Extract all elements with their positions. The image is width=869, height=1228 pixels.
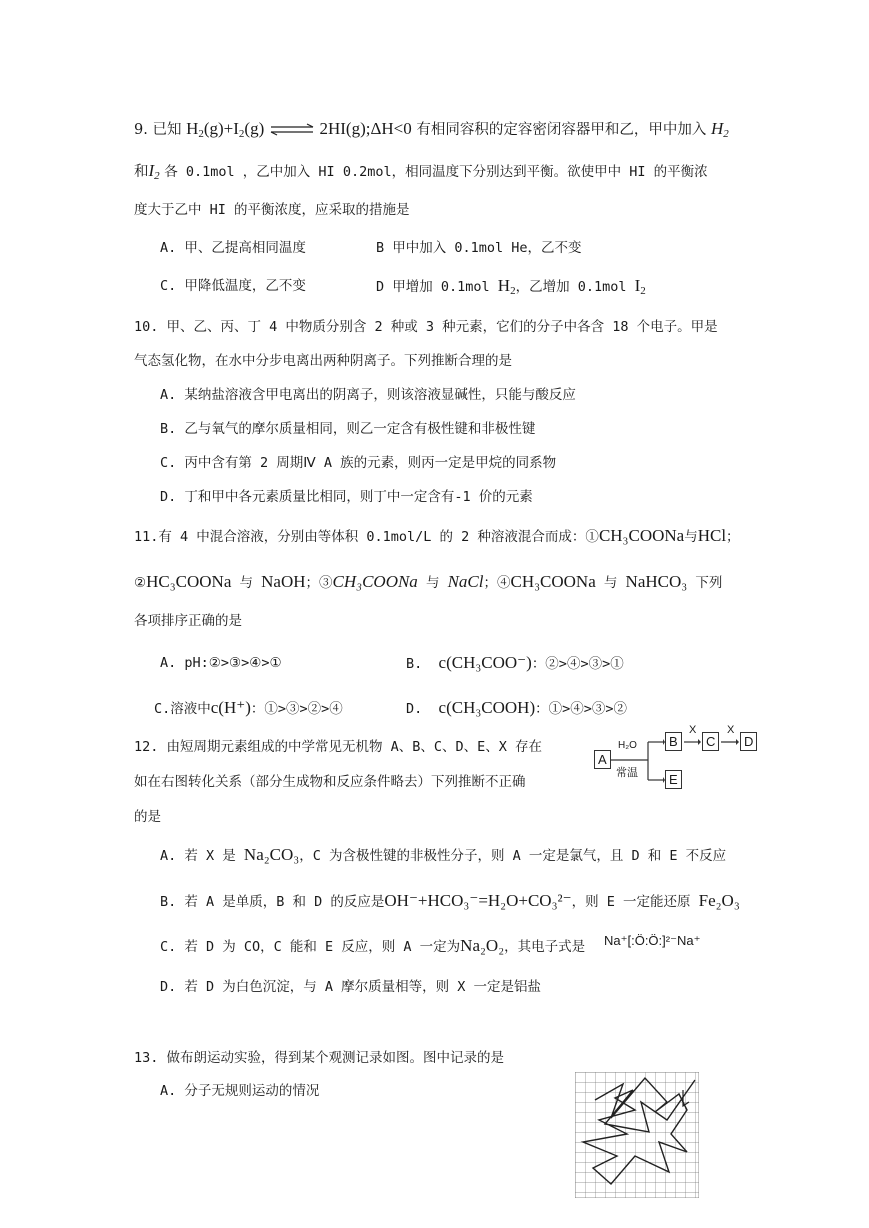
brownian-motion-figure [575, 1072, 699, 1198]
q12-option-d: D. 若 D 为白色沉淀，与 A 摩尔质量相等，则 X 一定是铝盐 [160, 979, 542, 995]
q9-text-1: 有相同容积的定容密闭容器甲和乙，甲中加入 [416, 122, 707, 138]
node-e: E [665, 770, 682, 789]
label-x2: X [727, 724, 735, 736]
electron-formula: Na⁺[:Ö:Ö:]²⁻Na⁺ [604, 933, 701, 948]
q11-option-b: B. c(CH₃COO⁻)：②>④>③>① [406, 653, 624, 672]
node-d: D [740, 732, 757, 751]
q11-option-c: C.溶液中c(H⁺)：①>③>②>④ [154, 698, 343, 717]
equilibrium-arrow-icon [269, 123, 315, 137]
q11-line1: 11.有 4 中混合溶液，分别由等体积 0.1mol/L 的 2 种溶液混合而成：①CH₃COONa与HCl； [134, 526, 740, 545]
q9-equation-lhs: $H_2(g)+I_2(g)$ [186, 119, 265, 140]
q11-option-a: A. pH:②>③>④>① [160, 655, 282, 671]
label-h2o: H₂O [618, 740, 637, 751]
q9-option-b: B 甲中加入 0.1mol He，乙不变 [376, 240, 582, 256]
diagram-arrows-icon [590, 730, 765, 794]
node-b: B [665, 732, 682, 751]
q9-h2: $H_2$ [710, 119, 729, 140]
q9-and: 和 [134, 164, 149, 180]
q9-line1 [134, 118, 729, 145]
q10-option-c: C. 丙中含有第 2 周期Ⅳ A 族的元素，则丙一定是甲烷的同系物 [160, 455, 557, 471]
q10-option-d: D. 丁和甲中各元素质量比相同，则丁中一定含有-1 价的元素 [160, 489, 533, 505]
label-x1: X [689, 724, 697, 736]
node-c: C [702, 732, 719, 751]
q12-option-a: A. 若 X 是 Na₂CO₃，C 为含极性键的非极性分子，则 A 一定是氯气，且 D 和 E 不反应 [160, 845, 727, 864]
q9-equation-rhs: 2HI(g);ΔH<0 [319, 119, 412, 138]
q11-line3: 各项排序正确的是 [134, 613, 242, 629]
q9-option-a: A. 甲、乙提高相同温度 [160, 240, 306, 256]
q10-option-b: B. 乙与氧气的摩尔质量相同，则乙一定含有极性键和非极性键 [160, 421, 536, 437]
q9-prefix: 9. 已知 [134, 122, 182, 138]
q10-option-a: A. 某纳盐溶液含甲电离出的阴离子，则该溶液显碱性，只能与酸反应 [160, 387, 576, 403]
q11-option-d: D. c(CH₃COOH)：①>④>③>② [406, 698, 628, 717]
q12-line1: 12. 由短周期元素组成的中学常见无机物 A、B、C、D、E、X 存在 [134, 739, 543, 755]
q9-option-c: C. 甲降低温度，乙不变 [160, 278, 306, 294]
q11-ch3coona: CH₃COONa [598, 526, 685, 545]
q12-line2: 如在右图转化关系（部分生成物和反应条件略去）下列推断不正确 [134, 774, 526, 790]
q9-i2: $I_2$ [148, 161, 160, 182]
label-condition: 常温 [616, 766, 638, 779]
node-a: A [594, 750, 611, 769]
q12-option-b: B. 若 A 是单质，B 和 D 的反应是OH⁻+HCO₃⁻=H₂O+CO₃²⁻，则 E 一定能还原 Fe₂O₃ [160, 891, 740, 910]
q13-line1: 13. 做布朗运动实验，得到某个观测记录如图。图中记录的是 [134, 1050, 505, 1066]
q12-line3: 的是 [134, 809, 161, 825]
q13-option-a: A. 分子无规则运动的情况 [160, 1083, 320, 1099]
q10-line1: 10. 甲、乙、丙、丁 4 中物质分别含 2 种或 3 种元素，它们的分子中各含 18 个电子。甲是 [134, 319, 718, 335]
q9-text-2: 各 0.1mol ，乙中加入 HI 0.2mol，相同温度下分别达到平衡。欲使甲中 HI 的平衡浓 [164, 164, 708, 180]
q9-option-d: D 甲增加 0.1mol $H_2$，乙增加 0.1mol $I_2$ [376, 276, 646, 297]
q12-option-c: C. 若 D 为 CO，C 能和 E 反应，则 A 一定为Na₂O₂，其电子式是 [160, 936, 586, 955]
q9-line2 [134, 160, 708, 187]
q11-line2: ②HC₃COONa 与 NaOH；③CH₃COONa 与 NaCl；④CH₃COONa 与 NaHCO₃ 下列 [134, 572, 723, 591]
conversion-diagram [590, 724, 765, 794]
q9-line3: 度大于乙中 HI 的平衡浓度，应采取的措施是 [134, 202, 410, 218]
q10-line2: 气态氢化物，在水中分步电离出两种阴离子。下列推断合理的是 [134, 353, 512, 369]
